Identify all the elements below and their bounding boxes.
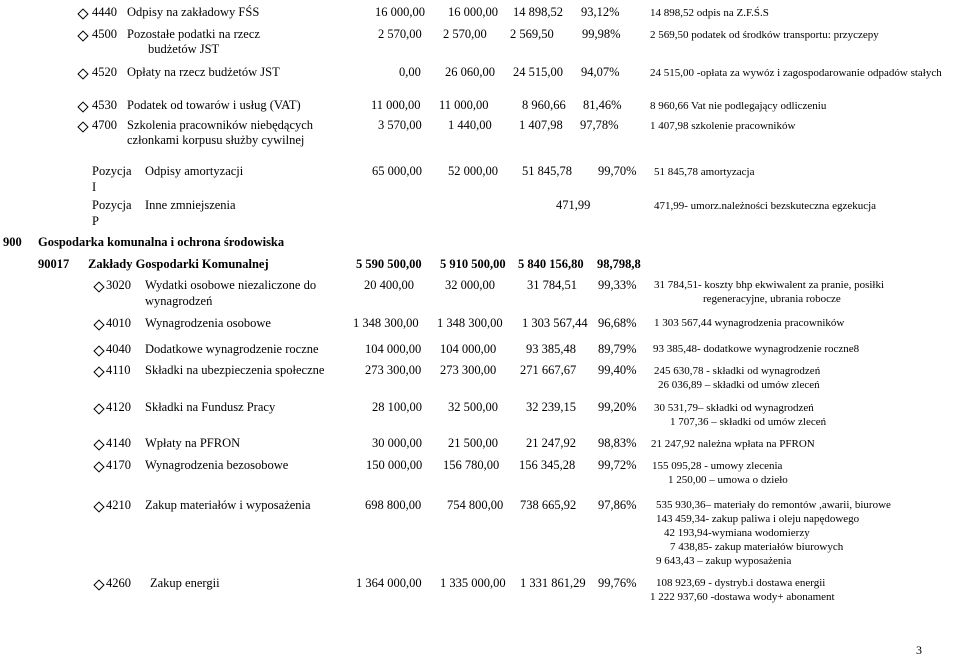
row-pct: 89,79% <box>598 342 637 356</box>
row-name: Wynagrodzenia bezosobowe <box>145 458 289 472</box>
row-note: 8 960,66 Vat nie podlegający odliczeniu <box>650 100 827 112</box>
row-pct: 94,07% <box>581 65 620 79</box>
row-pct: 99,20% <box>598 400 637 414</box>
bullet-icon <box>93 579 104 590</box>
row-exec: 1 303 567,44 <box>522 316 588 330</box>
row-pct: 93,12% <box>581 5 620 19</box>
row-note: 1 303 567,44 wynagrodzenia pracowników <box>654 317 845 329</box>
row-plan: 1 364 000,00 <box>356 576 422 590</box>
bullet-icon <box>93 501 104 512</box>
bullet-icon <box>77 68 88 79</box>
row-name: Odpisy na zakładowy FŚS <box>127 5 260 19</box>
subsection-plan: 5 590 500,00 <box>356 257 422 271</box>
bullet-icon <box>93 281 104 292</box>
row-name: Zakup energii <box>150 576 220 590</box>
row-after: 2 570,00 <box>443 27 487 41</box>
row-note: 108 923,69 - dystryb.i dostawa energii <box>656 577 826 589</box>
row-after: 1 440,00 <box>448 118 492 132</box>
bullet-icon <box>93 319 104 330</box>
row-note: 1 250,00 – umowa o dzieło <box>668 474 788 486</box>
row-exec: 1 331 861,29 <box>520 576 586 590</box>
row-pct: 99,40% <box>598 363 637 377</box>
row-note: 9 643,43 – zakup wyposażenia <box>656 555 792 567</box>
row-note: 1 407,98 szkolenie pracowników <box>650 120 796 132</box>
row-after: 16 000,00 <box>448 5 498 19</box>
row-exec: 156 345,28 <box>519 458 576 472</box>
row-name-cont: członkami korpusu służby cywilnej <box>127 133 305 147</box>
subsection-after: 5 910 500,00 <box>440 257 506 271</box>
bullet-icon <box>77 101 88 112</box>
row-pct: 96,68% <box>598 316 637 330</box>
row-exec: 2 569,50 <box>510 27 554 41</box>
bullet-icon <box>93 461 104 472</box>
subsection-exec: 5 840 156,80 <box>518 257 584 271</box>
position-pct: 99,70% <box>598 164 637 178</box>
row-plan: 20 400,00 <box>364 278 414 292</box>
position-label: Pozycja <box>92 164 132 178</box>
position-after: 52 000,00 <box>448 164 498 178</box>
position-label-cont: I <box>92 180 97 194</box>
row-name: Wpłaty na PFRON <box>145 436 241 450</box>
row-exec: 31 784,51 <box>527 278 577 292</box>
row-exec: 14 898,52 <box>513 5 563 19</box>
bullet-icon <box>93 345 104 356</box>
row-code: 4110 <box>106 363 131 377</box>
row-name: Szkolenia pracowników niebędących <box>127 118 314 132</box>
row-exec: 93 385,48 <box>526 342 576 356</box>
row-pct: 99,72% <box>598 458 637 472</box>
position-plan: 65 000,00 <box>372 164 422 178</box>
row-name: Zakup materiałów i wyposażenia <box>145 498 311 512</box>
row-code: 4010 <box>106 316 131 330</box>
row-note: 245 630,78 - składki od wynagrodzeń <box>654 365 821 377</box>
bullet-icon <box>93 439 104 450</box>
row-note: 93 385,48- dodatkowe wynagrodzenie roczne8 <box>653 343 860 355</box>
row-note: 143 459,34- zakup paliwa i oleju napędowego <box>656 513 860 525</box>
row-after: 273 300,00 <box>440 363 497 377</box>
row-after: 21 500,00 <box>448 436 498 450</box>
row-exec: 738 665,92 <box>520 498 577 512</box>
row-note: regeneracyjne, ubrania robocze <box>703 293 841 305</box>
row-plan: 1 348 300,00 <box>353 316 419 330</box>
row-note: 26 036,89 – składki od umów zleceń <box>658 379 820 391</box>
position-label: Pozycja <box>92 198 132 212</box>
row-after: 26 060,00 <box>445 65 495 79</box>
row-code: 4530 <box>92 98 117 112</box>
row-name: Wynagrodzenia osobowe <box>145 316 271 330</box>
row-plan: 150 000,00 <box>366 458 423 472</box>
position-name: Odpisy amortyzacji <box>145 164 244 178</box>
row-note: 535 930,36– materiały do remontów ,awarii, biurowe <box>656 499 891 511</box>
row-after: 11 000,00 <box>439 98 489 112</box>
row-plan: 698 800,00 <box>365 498 422 512</box>
row-code: 4520 <box>92 65 117 79</box>
row-name-cont: budżetów JST <box>148 42 220 56</box>
row-note: 1 707,36 – składki od umów zleceń <box>670 416 827 428</box>
row-name: Opłaty na rzecz budżetów JST <box>127 65 280 79</box>
row-name: Dodatkowe wynagrodzenie roczne <box>145 342 319 356</box>
subsection-pct: 98,798,8 <box>597 257 641 271</box>
subsection-title: Zakłady Gospodarki Komunalnej <box>88 257 269 271</box>
row-exec: 271 667,67 <box>520 363 577 377</box>
row-note: 2 569,50 podatek od środków transportu: przyczepy <box>650 29 879 41</box>
row-code: 4040 <box>106 342 131 356</box>
row-pct: 97,78% <box>580 118 619 132</box>
row-exec: 1 407,98 <box>519 118 563 132</box>
row-code: 4700 <box>92 118 117 132</box>
row-code: 4210 <box>106 498 131 512</box>
row-note: 155 095,28 - umowy zlecenia <box>652 460 783 472</box>
row-name: Składki na ubezpieczenia społeczne <box>145 363 325 377</box>
row-exec: 8 960,66 <box>522 98 566 112</box>
row-after: 32 000,00 <box>445 278 495 292</box>
row-note: 30 531,79– składki od wynagrodzeń <box>654 402 814 414</box>
row-plan: 28 100,00 <box>372 400 422 414</box>
row-pct: 98,83% <box>598 436 637 450</box>
row-name: Podatek od towarów i usług (VAT) <box>127 98 301 112</box>
row-code: 4120 <box>106 400 131 414</box>
row-pct: 99,98% <box>582 27 621 41</box>
subsection-code: 90017 <box>38 257 70 271</box>
row-code: 4500 <box>92 27 117 41</box>
position-note: 51 845,78 amortyzacja <box>654 166 755 178</box>
position-note: 471,99- umorz.należności bezskuteczna egzekucja <box>654 200 877 212</box>
row-note: 14 898,52 odpis na Z.F.Ś.S <box>650 7 769 19</box>
row-after: 1 348 300,00 <box>437 316 503 330</box>
row-code: 4260 <box>106 576 131 590</box>
position-name: Inne zmniejszenia <box>145 198 236 212</box>
row-code: 3020 <box>106 278 131 292</box>
bullet-icon <box>77 30 88 41</box>
row-note: 7 438,85- zakup materiałów biurowych <box>670 541 844 553</box>
row-after: 104 000,00 <box>440 342 497 356</box>
section-code: 900 <box>3 235 22 249</box>
row-name-cont: wynagrodzeń <box>145 294 213 308</box>
position-exec: 51 845,78 <box>522 164 572 178</box>
position-label-cont: P <box>92 214 99 228</box>
bullet-icon <box>77 121 88 132</box>
bullet-icon <box>93 366 104 377</box>
row-plan: 2 570,00 <box>378 27 422 41</box>
row-note: 21 247,92 należna wpłata na PFRON <box>651 438 815 450</box>
section-title: Gospodarka komunalna i ochrona środowiska <box>38 235 285 249</box>
row-plan: 3 570,00 <box>378 118 422 132</box>
row-plan: 30 000,00 <box>372 436 422 450</box>
row-exec: 32 239,15 <box>526 400 576 414</box>
row-note: 42 193,94-wymiana wodomierzy <box>664 527 810 539</box>
row-code: 4440 <box>92 5 117 19</box>
row-note: 1 222 937,60 -dostawa wody+ abonament <box>650 591 835 603</box>
row-plan: 0,00 <box>399 65 421 79</box>
row-note: 31 784,51- koszty bhp ekwiwalent za pranie, posiłki <box>654 279 885 291</box>
row-plan: 273 300,00 <box>365 363 422 377</box>
row-pct: 97,86% <box>598 498 637 512</box>
row-after: 754 800,00 <box>447 498 504 512</box>
position-exec: 471,99 <box>556 198 591 212</box>
row-after: 1 335 000,00 <box>440 576 506 590</box>
row-pct: 99,33% <box>598 278 637 292</box>
row-plan: 11 000,00 <box>371 98 421 112</box>
bullet-icon <box>93 403 104 414</box>
row-code: 4170 <box>106 458 131 472</box>
row-after: 32 500,00 <box>448 400 498 414</box>
row-after: 156 780,00 <box>443 458 500 472</box>
row-name: Wydatki osobowe niezaliczone do <box>145 278 317 292</box>
row-name: Pozostałe podatki na rzecz <box>127 27 260 41</box>
row-code: 4140 <box>106 436 131 450</box>
row-pct: 99,76% <box>598 576 637 590</box>
row-plan: 16 000,00 <box>375 5 425 19</box>
row-pct: 81,46% <box>583 98 622 112</box>
row-exec: 21 247,92 <box>526 436 576 450</box>
row-note: 24 515,00 -opłata za wywóz i zagospodarowanie odpadów stałych <box>650 67 942 79</box>
row-plan: 104 000,00 <box>365 342 422 356</box>
page-number: 3 <box>916 643 922 657</box>
row-exec: 24 515,00 <box>513 65 563 79</box>
bullet-icon <box>77 8 88 19</box>
row-name: Składki na Fundusz Pracy <box>145 400 276 414</box>
